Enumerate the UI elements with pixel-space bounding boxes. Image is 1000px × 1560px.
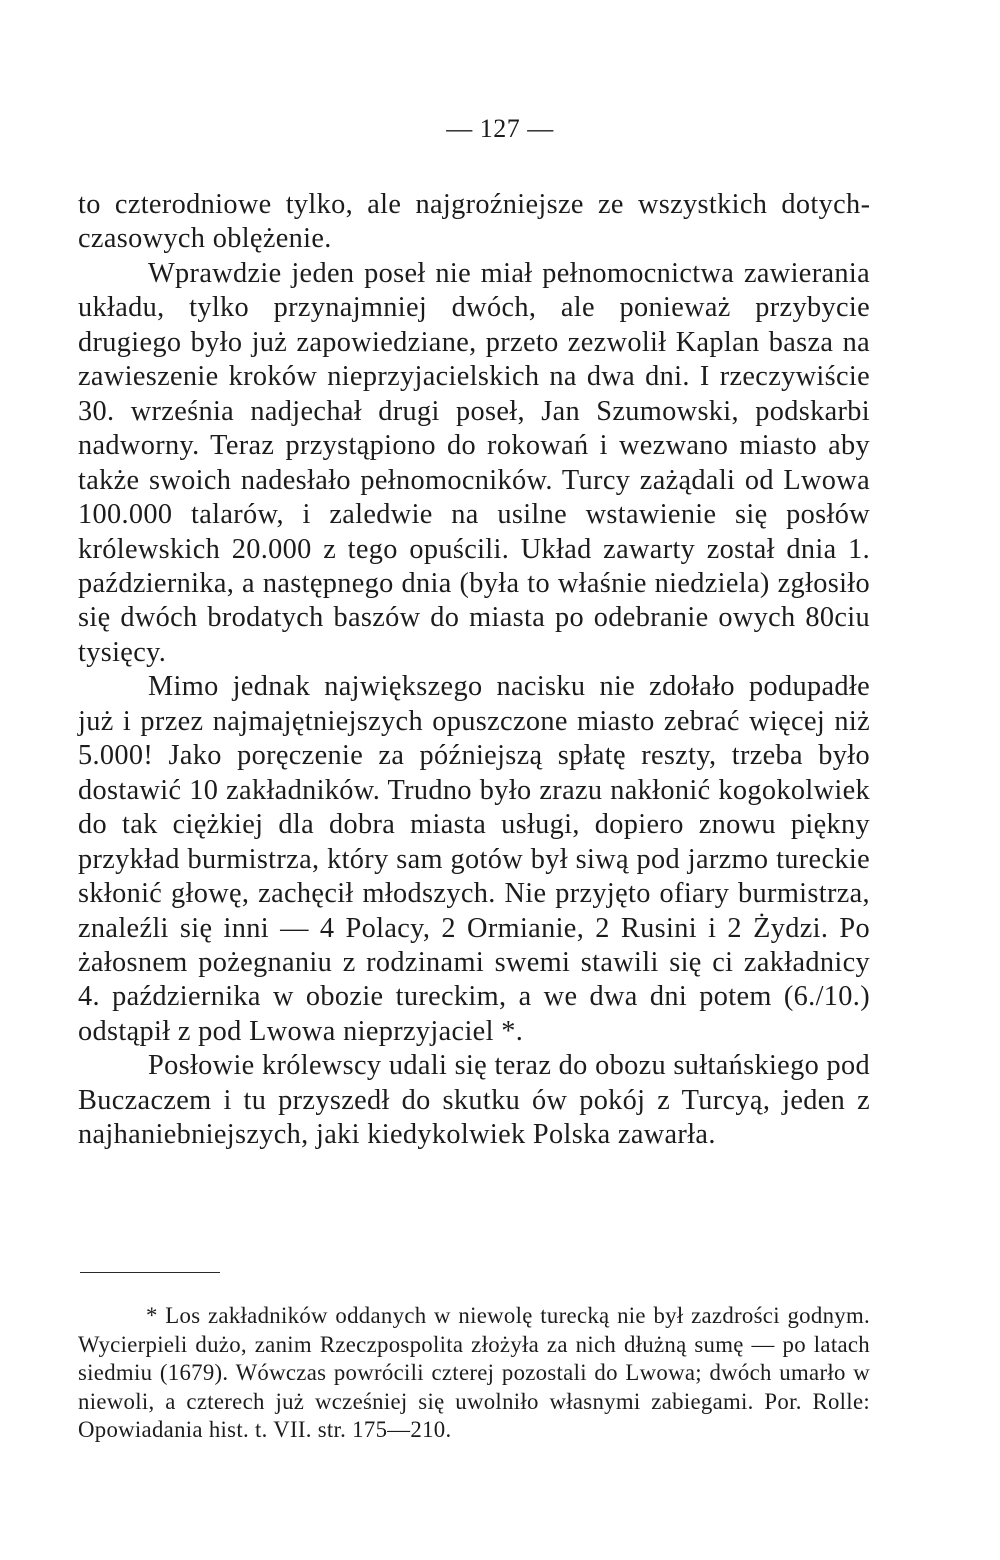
paragraph-peace-treaty: Posłowie królewscy udali się teraz do obozu sułtańskiego pod Buczaczem i tu przyszedł do skutku ów pokój z Turcyą, jeden z najhaniebniejszych, jaki kiedykolwiek Polska zawarła. xyxy=(78,1050,870,1151)
paragraph-continuation: to czterodniowe tylko, ale najgroźniejsze ze wszystkich dotychczasowych oblężenie. xyxy=(78,189,870,255)
footnote: * Los zakładników oddanych w niewolę turecką nie był zazdrości godnym. Wycierpieli dużo, zanim Rzeczpospolita złożyła za nich dłużną sumę — po latach siedmiu (1679). Wówczas powrócili czterej pozostali do Lwowa; dwóch umarło w niewoli, a czterech już wcześniej się uwolniło własnymi zabiegami. Por. Rolle: Opowiadania hist. t. VII. str. 175—210. xyxy=(78,1303,870,1443)
paragraph-envoys: Wprawdzie jeden poseł nie miał pełnomocnictwa zawierania układu, tylko przynajmniej dwóch, ale ponieważ przybycie drugiego było już zapowiedziane, przeto zezwolił Kaplan basza na zawieszenie kroków nieprzyjacielskich na dwa dni. I rzeczywiście 30. września nadjechał drugi poseł, Jan Szumowski, podskarbi nadworny. Teraz przystąpiono do rokowań i wezwano miasto aby także swoich nadesłało pełnomocników. Turcy zażądali od Lwowa 100.000 talarów, i zaledwie na usilne wstawienie się posłów królewskich 20.000 z tego opuścili. Układ zawarty został dnia 1. października, a następnego dnia (była to właśnie niedziela) zgłosiło się dwóch brodatych baszów do miasta po odebranie owych 80ciu tysięcy. xyxy=(78,257,870,668)
paragraph-hostages: Mimo jednak największego nacisku nie zdołało podupadłe już i przez najmajętniejszych opuszczone miasto zebrać więcej niż 5.000! Jako poręczenie za późniejszą spłatę reszty, trzeba było dostawić 10 zakładników. Trudno było zrazu nakłonić kogokolwiek do tak ciężkiej dla dobra miasta usługi, dopiero znowu piękny przykład burmistrza, który sam gotów był siwą pod jarzmo tureckie skłonić głowę, zachęcił młodszych. Nie przyjęto ofiary burmistrza, znaleźli się inni — 4 Polacy, 2 Ormianie, 2 Rusini i 2 Żydzi. Po żałosnem pożegnaniu z rodzinami swemi stawili się ci zakładnicy 4. października w obozie tureckim, a we dwa dni potem (6./10.) odstąpił z pod Lwowa nieprzyjaciel *. xyxy=(78,671,870,1047)
footnote-divider xyxy=(80,1272,220,1273)
page-number: — 127 — xyxy=(446,114,554,143)
main-text xyxy=(78,188,870,1153)
